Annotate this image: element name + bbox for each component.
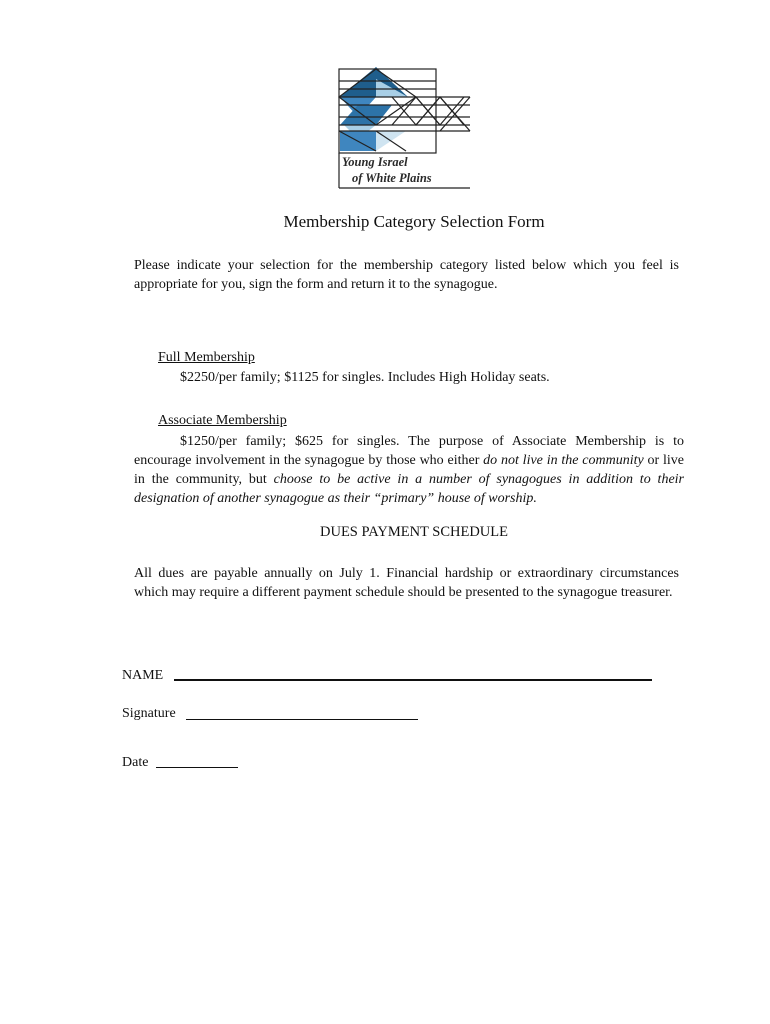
associate-text-1: $1250/per family; $625 for singles. The purpose of Associate Membership is to encourage involvement in the synagogue by those who either <box>134 434 684 468</box>
dues-schedule-body: All dues are payable annually on July 1. Financial hardship or extraordinary circumstances which may require a different payment schedule should be presented to the synagogue treasurer. <box>134 566 679 600</box>
young-israel-logo <box>336 67 472 189</box>
dues-schedule-heading: DUES PAYMENT SCHEDULE <box>320 524 508 540</box>
full-membership-description: $2250/per family; $1125 for singles. Includes High Holiday seats. <box>180 370 550 385</box>
date-label: Date <box>122 755 149 770</box>
full-membership-heading: Full Membership <box>158 350 255 365</box>
intro-paragraph: Please indicate your selection for the membership category listed below which you feel is appropriate for you, sign the form and return it to the synagogue. <box>134 258 679 292</box>
name-field[interactable] <box>174 679 652 681</box>
associate-italic-2: choose to be active in a number of synagogues in addition to their designation of another synagogue as their “primary” house of worship. <box>134 472 684 506</box>
date-field[interactable] <box>156 767 238 768</box>
associate-membership-heading: Associate Membership <box>158 413 287 428</box>
name-label: NAME <box>122 668 164 683</box>
signature-field[interactable] <box>186 719 418 720</box>
logo-shape-dark-mid <box>340 105 392 125</box>
associate-membership-description <box>134 432 684 508</box>
form-title: Membership Category Selection Form <box>283 212 545 231</box>
associate-text-2: or live in the community, but <box>134 453 685 487</box>
signature-label: Signature <box>122 706 176 721</box>
associate-italic-1: do not live in the community <box>483 453 644 468</box>
logo-text-line2: of White Plains <box>352 171 432 185</box>
logo-graphic <box>336 67 472 189</box>
logo-text-line1: Young Israel <box>342 155 408 169</box>
